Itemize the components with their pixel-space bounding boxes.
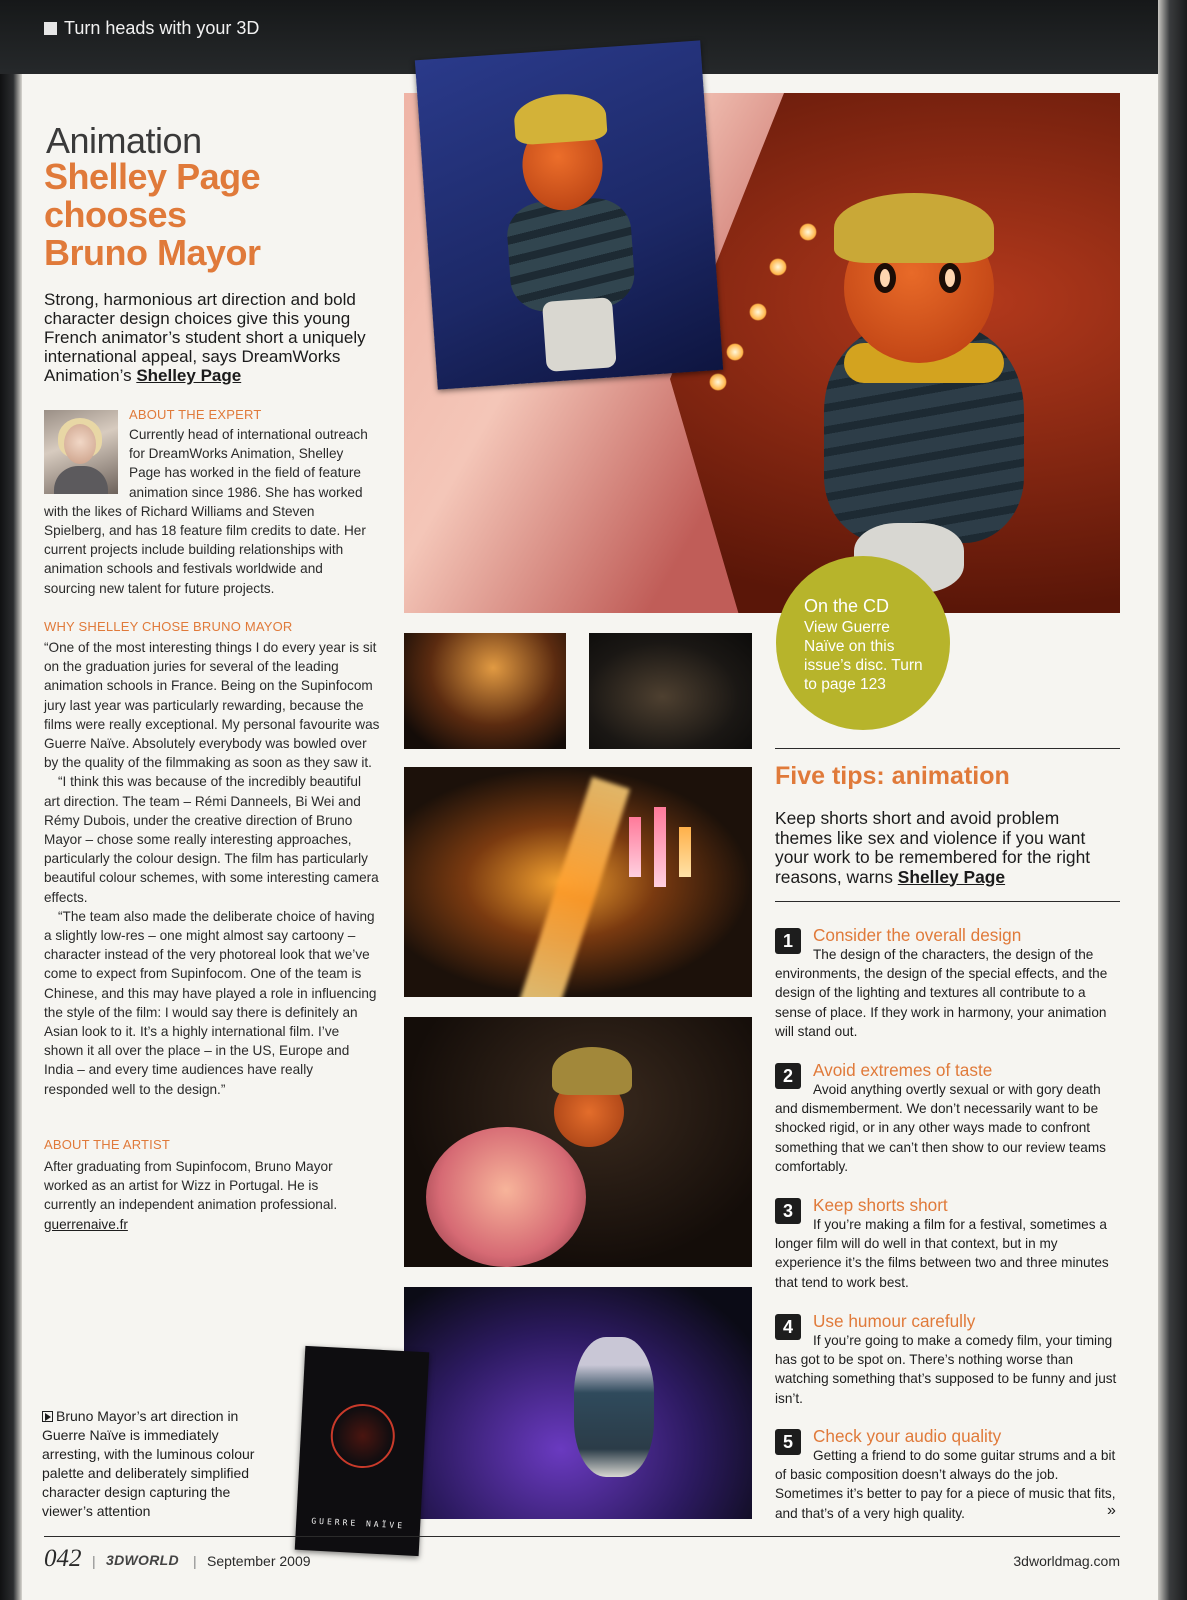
why-chose-heading: WHY SHELLEY CHOSE BRUNO MAYOR xyxy=(44,619,293,634)
standfirst-text: Strong, harmonious art direction and bold character design choices give this young French animator’s student short a uniquely international appeal, says DreamWorks Animation’s xyxy=(44,290,366,385)
footer-rule xyxy=(44,1536,1120,1537)
image-caption xyxy=(42,1407,272,1521)
tip-title: Use humour carefully xyxy=(813,1311,976,1331)
film-still-thumbnail xyxy=(589,633,752,749)
tip-title: Check your audio quality xyxy=(813,1426,1002,1446)
about-expert-text xyxy=(44,425,376,598)
tips-intro-rule xyxy=(775,901,1120,902)
standfirst-author: Shelley Page xyxy=(136,366,242,385)
film-title-poster xyxy=(295,1346,430,1556)
film-still-character xyxy=(404,1017,752,1267)
tips-intro-text: Keep shorts short and avoid problem themes like sex and violence if you want your work to be remembered for the right reasons, warns xyxy=(775,808,1091,887)
caption-text: Bruno Mayor’s art direction in Guerre Naïve is immediately arresting, with the luminous colour palette and deliberately simplified character design capturing the viewer’s attention xyxy=(42,1408,255,1519)
page-number: 042 xyxy=(44,1545,82,1572)
article-headline xyxy=(44,158,374,272)
tip-number: 1 xyxy=(775,928,801,954)
tips-intro xyxy=(775,809,1120,887)
tip-item xyxy=(775,1426,1120,1523)
magazine-website: 3dworldmag.com xyxy=(1013,1553,1120,1569)
tip-text-body: If you’re making a film for a festival, sometimes a longer film will do well in that context, but in my experience it’s the films between two and three minutes that tend to work best. xyxy=(775,1217,1109,1290)
tip-item xyxy=(775,1311,1120,1408)
tip-number: 4 xyxy=(775,1314,801,1340)
page-footer xyxy=(44,1545,1120,1579)
why-chose-paragraph: “One of the most interesting things I do every year is sit on the graduation juries for several of the leading animation schools in France. Being on the Supinfocom jury last year was particularly rewarding, because the films were really exceptional. My personal favourite was Guerre Naïve. Absolutely everybody was bowled over by the quality of the filmmaking as soon as they saw it. xyxy=(44,640,380,771)
film-still-street xyxy=(404,767,752,997)
about-artist-body: After graduating from Supinfocom, Bruno Mayor worked as an artist for Wizz in Portugal. He is currently an independent animation professional. xyxy=(44,1159,338,1213)
tip-text-body: The design of the characters, the design of the environments, the design of the special effects, and the design of the lighting and textures all contribute to a sense of place. If they work in harmony, your animation will stand out. xyxy=(775,947,1108,1039)
film-poster-title: GUERRE NAÏVE xyxy=(311,1516,406,1531)
why-chose-text xyxy=(44,638,380,1099)
headline-line: Shelley Page xyxy=(44,156,261,197)
cd-badge-title: On the CD xyxy=(804,596,890,616)
section-tag-label: Turn heads with your 3D xyxy=(64,18,260,38)
cd-badge-text: View Guerre Naïve on this issue’s disc. Turn to page 123 xyxy=(804,619,923,693)
tip-item xyxy=(775,1060,1120,1176)
cat-face-icon xyxy=(329,1402,396,1469)
standfirst xyxy=(44,290,374,385)
tip-number: 2 xyxy=(775,1063,801,1089)
footer-separator: | xyxy=(92,1553,96,1569)
about-expert-heading: ABOUT THE EXPERT xyxy=(129,407,262,422)
film-still-thumbnail xyxy=(404,633,566,749)
tips-intro-author: Shelley Page xyxy=(897,866,1006,887)
tip-title: Consider the overall design xyxy=(813,925,1022,945)
scan-right-edge xyxy=(1158,0,1187,1600)
tip-number: 5 xyxy=(775,1429,801,1455)
tip-text-body: Avoid anything overtly sexual or with gory death and dismemberment. We don’t necessarily want to be shocked rigid, or in any other ways made to confront something that we can’t then show to our review teams comfortably. xyxy=(775,1082,1106,1174)
tip-title: Avoid extremes of taste xyxy=(813,1060,993,1080)
tip-item xyxy=(775,1195,1120,1292)
tip-text-body: If you’re going to make a comedy film, your timing has got to be spot on. There’s nothing worse than watching something that’s supposed to be funny and just isn’t. xyxy=(775,1333,1117,1406)
square-bullet-icon xyxy=(44,22,57,35)
tip-title: Keep shorts short xyxy=(813,1195,948,1215)
tip-item xyxy=(775,925,1120,1041)
headline-line: chooses xyxy=(44,194,187,235)
about-expert-body: Currently head of international outreach for DreamWorks Animation, Shelley Page has worked in the field of feature animation since 1986. She has worked with the likes of Richard Williams and Steven Spielberg, and has 18 feature film credits to date. Her current projects include building relationships with animation schools and festivals worldwide and sourcing new talent for future projects. xyxy=(44,427,368,596)
headline-line: Bruno Mayor xyxy=(44,232,261,273)
film-still-purple xyxy=(404,1287,752,1519)
magazine-name: 3DWORLD xyxy=(106,1552,179,1568)
why-chose-paragraph: “I think this was because of the incredibly beautiful art direction. The team – Rémi Danneels, Bi Wei and Rémy Dubois, under the creative direction of Bruno Mayor – chose some really interesting approaches, particularly the colour design. The film has particularly beautiful colour schemes, with some interesting camera effects. xyxy=(44,774,379,905)
continue-arrow-icon: » xyxy=(1107,1502,1116,1519)
about-artist-heading: ABOUT THE ARTIST xyxy=(44,1137,171,1152)
artist-website-link[interactable]: guerrenaive.fr xyxy=(44,1216,128,1232)
about-artist-text xyxy=(44,1157,374,1234)
character-poster-image xyxy=(415,40,723,389)
tips-title: Five tips: animation xyxy=(775,762,1010,790)
section-tag xyxy=(44,18,259,39)
tip-text-body: Getting a friend to do some guitar strums and a bit of basic composition doesn’t always do the job. Sometimes it’s better to pay for a piece of music that fits, and that’s of a very high quality. xyxy=(775,1448,1116,1521)
portrait-wrap-space xyxy=(44,425,129,501)
section-kicker: Animation xyxy=(46,120,202,161)
tips-top-rule xyxy=(775,748,1120,749)
footer-separator: | xyxy=(193,1553,197,1569)
on-the-cd-badge xyxy=(776,556,950,730)
tip-number: 3 xyxy=(775,1198,801,1224)
issue-date: September 2009 xyxy=(207,1553,311,1569)
caption-arrow-icon xyxy=(42,1411,53,1422)
scan-left-edge xyxy=(0,74,22,1600)
why-chose-paragraph: “The team also made the deliberate choice of having a slightly low-res – one might almost say cartoony – character instead of the very photoreal look that we’ve come to expect from Supinfocom. One of the team is Chinese, and this may have played a role in influencing the style of the film: I would say there is definitely an Asian look to it. It’s a highly international film. I’ve shown it all over the place – in the US, Europe and India – and every time audiences have really responded well to the design.” xyxy=(44,908,377,1097)
